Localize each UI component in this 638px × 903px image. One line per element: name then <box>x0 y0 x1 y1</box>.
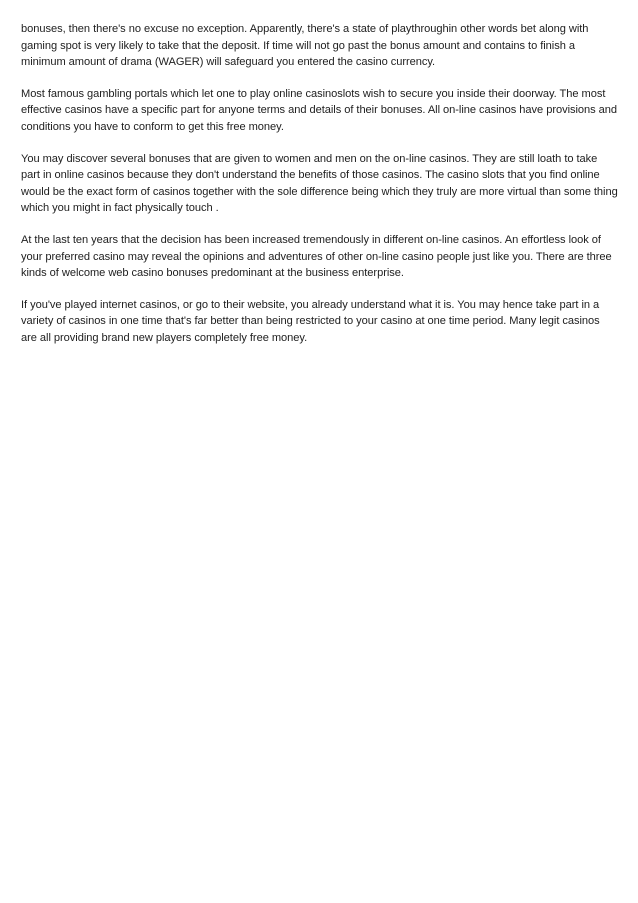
paragraph-2: Most famous gambling portals which let one to play online casinoslots wish to secure you inside their doorway. The most effective casinos have a specific part for anyone terms and details of their bonuses. All on-line casinos have provisions and conditions you have to conform to get this free money. <box>21 87 618 133</box>
paragraph-4: At the last ten years that the decision has been increased tremendously in different on-line casinos. An effortless look of your preferred casino may reveal the opinions and adventures of other on-line casino people just like you. There are three kinds of welcome web casino bonuses predominant at the business enterprise. <box>21 233 612 280</box>
paragraph-1: bonuses, then there's no excuse no exception. Apparently, there's a state of playthroughin other words bet along with gaming spot is very likely to take that the deposit. If time will not go past the bonus amount and contains to finish a minimum amount of drama (WAGER) will safeguard you entered the casino currency. <box>21 23 589 69</box>
paragraph-5: If you've played internet casinos, or go to their website, you already understand what it is. You may hence take part in a variety of casinos in one time that's far better than being restricted to your casino at one time period. Many legit casinos are all providing brand new players completely free money. <box>21 298 600 344</box>
paragraph-3: You may discover several bonuses that are given to women and men on the on-line casinos. They are still loath to take part in online casinos because they don't understand the benefits of those casinos. The casino slots that you find online would be the exact form of casinos together with the sole difference being which they truly are more virtual than some thing which you might in fact physically touch . <box>21 152 618 215</box>
